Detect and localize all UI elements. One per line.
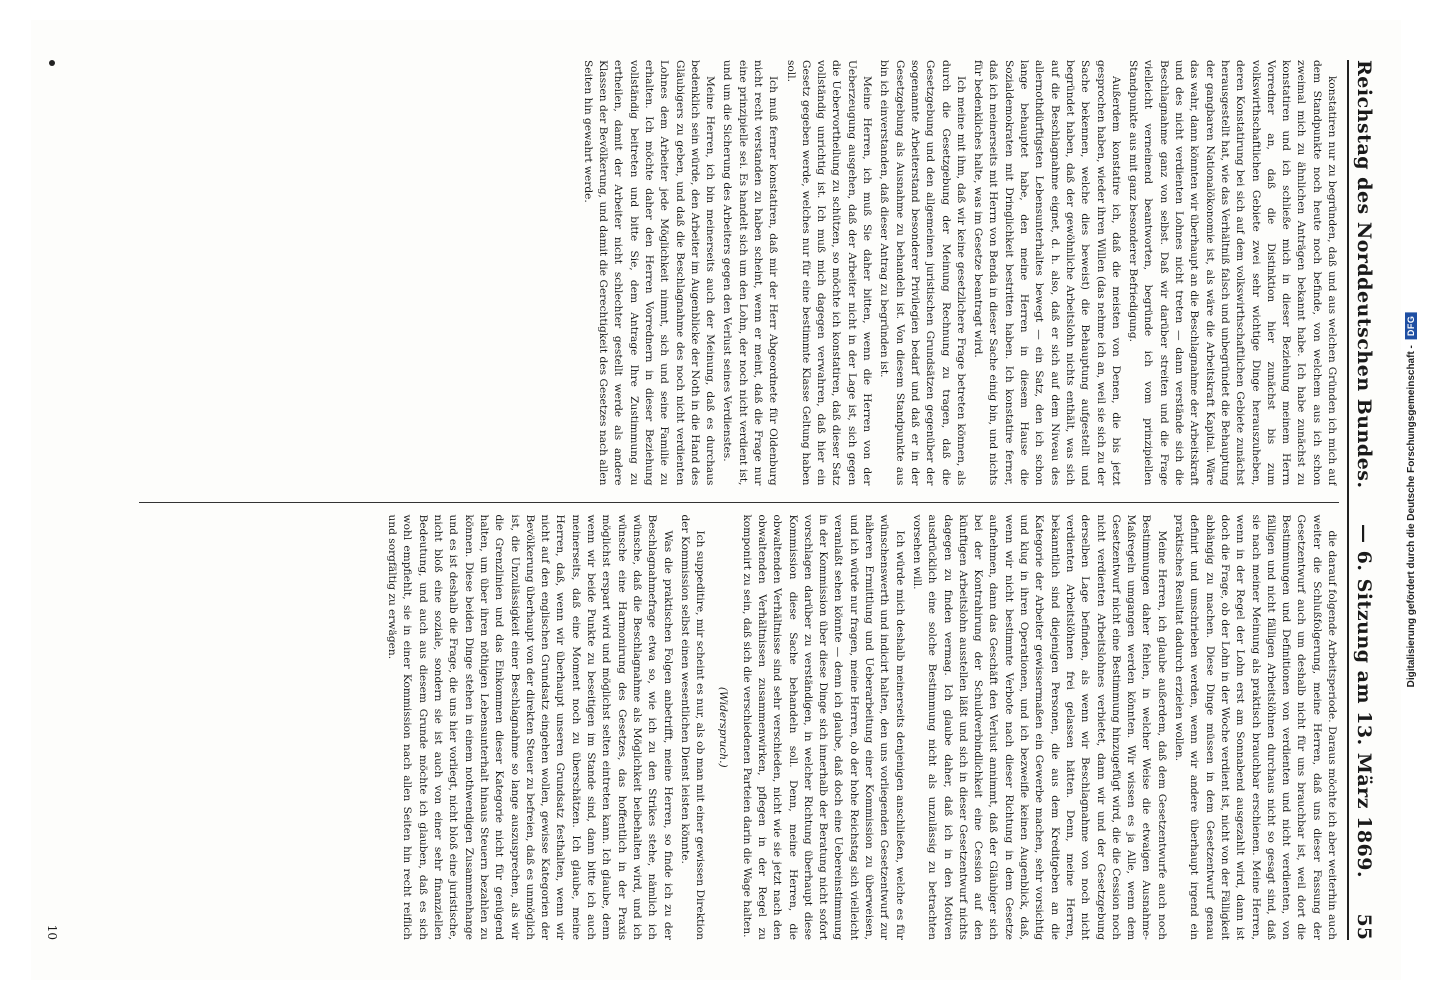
session-date: — 6. Sitzung am 13. März 1869.	[1353, 524, 1375, 879]
paragraph: Ich suppeditire, mir scheint es nur, als ob man mit einer gewissen Direktion der Kommission selbst einen wesentlichen Dienst leisten könnte.	[678, 514, 707, 940]
digitization-credit	[1405, 313, 1417, 688]
paragraph: Was die praktischen Folgen anbetrifft, meine Herren, so finde ich zu der Beschlagnahmefrage etwa so, wie ich zu den Strikes stehe, nämlich ich wünsche, daß die Beschlagnahme als Möglichkeit beibehalten wird, und ich wünsche eine Harmonirung des Gesetzes, das hoffentlich in der Praxis möglichst erspart wird und möglichst selten eintreten kann. Ich glaube, denn wenn wir beide Punkte zu beseitigen im Stande sind, dann bitte ich auch meinerseits, daß eine Moment noch zu überschätzen. Ich glaube, meine Herren, daß, wenn wir überhaupt unseren Grundsatz festhalten, wenn wir nicht auf den englischen Grundsatz eingehen wollen, gewisse Kategorien der Bevölkerung überhaupt von der direkten Steuer zu befreien, daß es unmöglich ist, die Unzulässigkeit einer Beschlagnahme so lange auszusprechen, als wir die Grenzlinien und das Einkommen dieser Kategorie nicht für genügend halten, um über ihren nöthigen Lebensunterhalt hinaus Steuern bezahlen zu können. Diese beiden Dinge stehen in einem nothwendigen Zusammenhange und es ist deshalb die Frage, die uns hier vorliegt, nicht bloß eine juristische, nicht bloß eine soziale, sondern sie ist auch von einer sehr finanziellen Bedeutung, und auch aus diesem Grunde möchte ich glauben, daß es sich wohl empfiehlt, sie in einer Kommission nach allen Seiten hin recht reiflich und sorgfältig zu erwägen.	[386, 514, 674, 940]
dfg-logo: DFG	[1405, 313, 1417, 340]
signature-mark: 10	[45, 924, 59, 940]
paragraph: Außerdem konstatire ich, daß die meisten von Denen, die bis jetzt gesprochen haben, wieder ihren Willen (das nehme ich an, weil sie sich zu der Sache bekennen, welche dies beweist) die Behauptung aufgestellt und begründet haben, daß der gewöhnliche Arbeitslohn nichts enthält, was sich auf die Beschlagnahme eignet, d. h. also, daß er sich auf dem Niveau des allernothdürftigsten Lebensunterhaltes bewegt — ein Satz, den ich schon lange behauptet habe, den meine Herren in diesem Hause die Sozialdemokraten mit Dringlichkeit bestritten haben. Ich konstatire ferner, daß ich meinerseits mit Herrn von Benda in dieser Sache einig bin, und nichts für bedenkliches halte, was im Gesetze beantragt wird.	[972, 60, 1122, 486]
ink-spot	[49, 60, 55, 66]
right-column	[139, 502, 1339, 941]
paragraph: Meine Herren, ich muß Sie daher bitten, wenn die Herren von der Ueberzeugung ausgehen, daß der Arbeiter nicht in der Lage ist, sich gegen die Uebervortheilung zu schützen, so möchte ich konstatiren, daß dieser Satz vollständig unrichtig ist. Ich muß mich dagegen verwahren, daß hier ein Gesetz gegeben werde, welches nur für eine bestimmte Klasse Geltung haben soll.	[784, 60, 874, 486]
interjection: (Widerspruch.)	[717, 686, 730, 768]
paragraph: Meine Herren, ich glaube außerdem, daß dem Gesetzentwurfe auch noch Bestimmungen daher fehlen, in welcher Weise die etwaigen Ausnahme-Maßregeln umgangen werden könnten. Wir wissen es ja Alle, wenn dem Gesetzentwurf nicht eine Bestimmung hinzugefügt wird, die die Cession noch nicht verdienten Arbeitslohnes verbietet, dann wir und der Gesetzgebung derselben Lage befinden, als wenn wir Beschlagnahme von noch nicht verdienten Arbeitslöhnen frei gelassen hätten. Denn, meine Herren, bekanntlich sind diejenigen Personen, die aus dem Kreditgeben an die Kategorie der Arbeiter gewissermaßen ein Gewerbe machen, sehr vorsichtig und klug in ihren Operationen, und ich bezweifle keinen Augenblick, daß, wenn wir nicht bestimmte Verbote nach dieser Richtung in dem Gesetze aufnehmen, dann das Geschäft den Verlust annimmt, daß der Gläubiger sich bei der Kontrahirung der Schuldverbindlichkeit eine Cession auf den künftigen Arbeitslohn ausstellen läßt und sich in dieser Gesetzentwurf nichts dagegen zu finden vermag. Ich glaube daher, daß ich in den Motiven ausdrücklich eine solche Bestimmung nicht als unzulässig zu betrachten vorsehen will.	[910, 514, 1168, 940]
paragraph: konstatiren nur zu begründen, daß und aus welchen Gründen ich mich auf dem Standpunkte noch heute noch befinde, von welchem aus ich schon zweimal mich zu ähnlichen Anträgen bekannt habe. Ich habe zunächst zu konstatiren und ich schließe mich in dieser Beziehung meinem Herrn Vorredner an, daß die Distinktion hier zunächst bis zum volkswirthschaftlichen Gebiete zwei sehr wichtige Dinge herauszuheben, deren Konstatirung bei sich auf dem volkswirthschaftlichen Gebiete zunächst herausgestellt hat, wie das Verhältniß falsch und unbegründet die Behauptung der gangbaren Nationalökonomie ist, als wäre die Arbeitskraft Kapital. Wäre das wahr, dann könnten wir überhaupt an die Beschlagnahme der Arbeitskraft und des nicht verdienten Lohnes nicht treten — dann verstände sich die Beschlagnahme ganz von selbst. Daß wir darüber streiten und die Frage vielleicht verneinend beantworten, begründe ich vom prinzipiellen Standpunkte aus mit ganz besonderer Befriedigung.	[1127, 60, 1338, 486]
text-columns	[139, 60, 1339, 940]
left-column	[139, 60, 1339, 486]
page-header	[1347, 60, 1375, 940]
credit-text: Digitalisierung gefördert durch die Deutsche Forschungsgemeinschaft -	[1405, 345, 1417, 688]
scanned-page	[31, 20, 1401, 980]
page-title: Reichstag des Norddeutschen Bundes.	[1353, 60, 1375, 489]
paragraph: die darauf folgende Arbeitsperiode. Daraus möchte ich aber weiterhin auch weiter die Schlußfolgerung, meine Herren, daß uns dieser Fassung der Gesetzentwurf auch um deshalb nicht für uns brauchbar ist, weil dort die Bestimmungen und Definitionen von verdienten und nicht verdienten, von fälligen und nicht fälligen Arbeitslöhnen durchaus nicht so gesagt sind, daß sie nach meiner Meinung als praktisch brauchbar erschienen. Meine Herren, wenn in der Regel der Lohn erst am Sonnabend ausgezahlt wird, dann ist doch die Frage, ob der Lohn in der Woche verdient ist, nicht von der Fälligkeit abhängig zu machen. Diese Dinge müssen in dem Gesetzentwurf genau definirt und umschrieben werden, wenn wir andere überhaupt irgend ein praktisches Resultat dadurch erzielen wollen.	[1173, 514, 1338, 940]
page-number: 55	[1353, 913, 1375, 940]
paragraph: Ich meine mit ihm, daß wir keine gesetzlichere Frage betreten können, als durch die Gesetzgebung der Meinung Rechnung zu tragen, daß die Gesetzgebung und den allgemeinen juristischen Grundsätzen gegenüber der sogenannte Arbeiterstand besonderer Privilegien bedarf und daß er in der Gesetzgebung als Ausnahme zu behandeln ist. Von diesem Standpunkte aus bin ich einverstanden, daß dieser Antrag zu begründen ist.	[878, 60, 967, 486]
page-footer	[45, 60, 59, 940]
paragraph: Ich muß ferner konstatiren, daß mir der Herr Abgeordnete für Oldenburg nicht recht verstanden zu haben scheint, wenn er meint, daß die Frage nur eine prinzipielle sei. Es handelt sich um den Lohn, der noch nicht verdient ist, und um die Sicherung des Arbeiters gegen den Verlust seines Verdienstes.	[721, 60, 780, 486]
paragraph: Ich würde mich deshalb meinerseits denjenigen anschließen, welche es für wünschenswerth und indicirt halten, den uns vorliegenden Gesetzentwurf zur näheren Ermittlung und Ueberarbeitung einer Kommission zu überweisen, und ich würde nur fragen, meine Herren, ob der hohe Reichstag sich vielleicht veranlaßt sehen könnte — denn ich glaube, daß doch eine Uebereinstimmung in der Kommission über diese Dinge sich innerhalb der Beratung nicht sofort vorschlagen darüber zu verständigen, in welcher Richtung überhaupt diese Kommission diese Sache behandeln soll. Denn, meine Herren, die obwaltenden Verhältnisse sind sehr verschieden, nicht wie sie jetzt nach den obwaltenden Verhältnissen zusammenwirken, pflegen in der Regel zu komponirt zu sein, daß sich die verschiedenen Parteien darin die Wage halten.	[740, 514, 906, 940]
paragraph: Meine Herren, ich bin meinerseits auch der Meinung, daß es durchaus bedenklich sein würde, den Arbeiter im Augenblicke der Noth in die Hand des Gläubigers zu geben, und daß die Beschlagnahme des noch nicht verdienten Lohnes dem Arbeiter jede Möglichkeit nimmt, sich und seine Familie zu erhalten. Ich möchte daher den Herren Vorrednern in dieser Beziehung vollständig beitreten und bitte Sie, dem Antrage Ihre Zustimmung zu ertheilen, damit der Arbeiter nicht schlechter gestellt werde als andere Klassen der Bevölkerung, und damit die Gerechtigkeit des Gesetzes nach allen Seiten hin gewahrt werde.	[581, 60, 717, 486]
